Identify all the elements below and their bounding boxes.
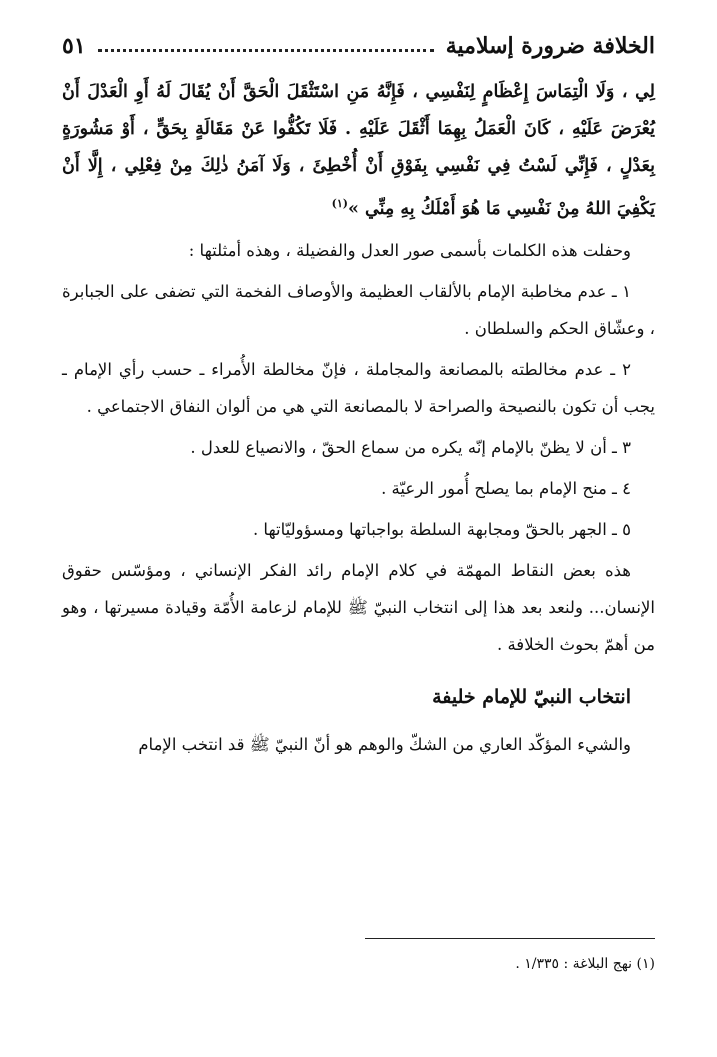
list-item-5: ٥ ـ الجهر بالحقّ ومجابهة السلطة بواجباتها ومسؤوليّاتها . [252,519,631,539]
running-header [62,30,655,62]
last-paragraph: والشيء المؤكّد العاري من الشكّ والوهم هو أنّ النبيّ ﷺ قد انتخب الإمام [138,734,631,754]
footnote: (١) نهج البلاغة : ١/٣٣٥ . [515,956,655,972]
quote-text: لِي ، وَلَا الْتِمَاسَ إِعْظَامٍ لِنَفْسِي ، فَإِنَّهُ مَنِ اسْتَثْقَلَ الْحَقَّ أَنْ يُقَالَ لَهُ أَوِ الْعَدْلَ أَنْ يُعْرَضَ عَلَيْهِ ، كَانَ الْعَمَلُ بِهِمَا أَثْقَلَ عَلَيْهِ . فَلَا تَكُفُّوا عَنْ مَقَالَةٍ بِحَقٍّ ، أَوْ مَشُورَةٍ بِعَدْلٍ ، فَإِنِّي لَسْتُ فِي نَفْسِي بِفَوْقِ أَنْ أُخْطِئَ ، وَلَا آمَنُ ذٰلِكَ مِنْ فِعْلِي ، إِلَّا أَنْ يَكْفِيَ اللهُ مِنْ نَفْسِي مَا هُوَ أَمْلَكُ بِهِ مِنِّي » [62,82,655,219]
footnote-reference: (١) [331,197,349,210]
footnote-divider [365,938,655,939]
body-text [62,74,655,767]
list-item-1: ١ ـ عدم مخاطبة الإمام بالألقاب العظيمة والأوصاف الفخمة التي تضفى على الجبابرة ، وعشّاق الحكم والسلطان . [62,281,655,338]
header-title: الخلافة ضرورة إسلامية [445,33,655,59]
closing-paragraph: هذه بعض النقاط المهمّة في كلام الإمام رائد الفكر الإنساني ، ومؤسّس حقوق الإنسان... ولنعد بعد هذا إلى انتخاب النبيّ ﷺ للإمام لزعامة الأُمّة وقيادة مسيرتها ، وهو من أهمّ بحوث الخلافة . [62,560,655,654]
header-dot-leader [98,49,434,52]
list-item-2: ٢ ـ عدم مخالطته بالمصانعة والمجاملة ، فإنّ مخالطة الأُمراء ـ حسب رأي الإمام ـ يجب أن تكون بالنصيحة والصراحة لا بالمصانعة التي هي من ألوان النفاق الاجتماعي . [62,359,655,416]
list-item-3: ٣ ـ أن لا يظنّ بالإمام إنّه يكره من سماع الحقّ ، والانصياع للعدل . [190,437,631,457]
section-heading: انتخاب النبيّ للإمام خليفة [432,685,631,708]
intro-paragraph: وحفلت هذه الكلمات بأسمى صور العدل والفضيلة ، وهذه أمثلتها : [188,240,631,260]
page-number: ٥١ [62,33,86,59]
list-item-4: ٤ ـ منح الإمام بما يصلح أُمور الرعيّة . [381,478,631,498]
quote-paragraph [62,74,655,228]
